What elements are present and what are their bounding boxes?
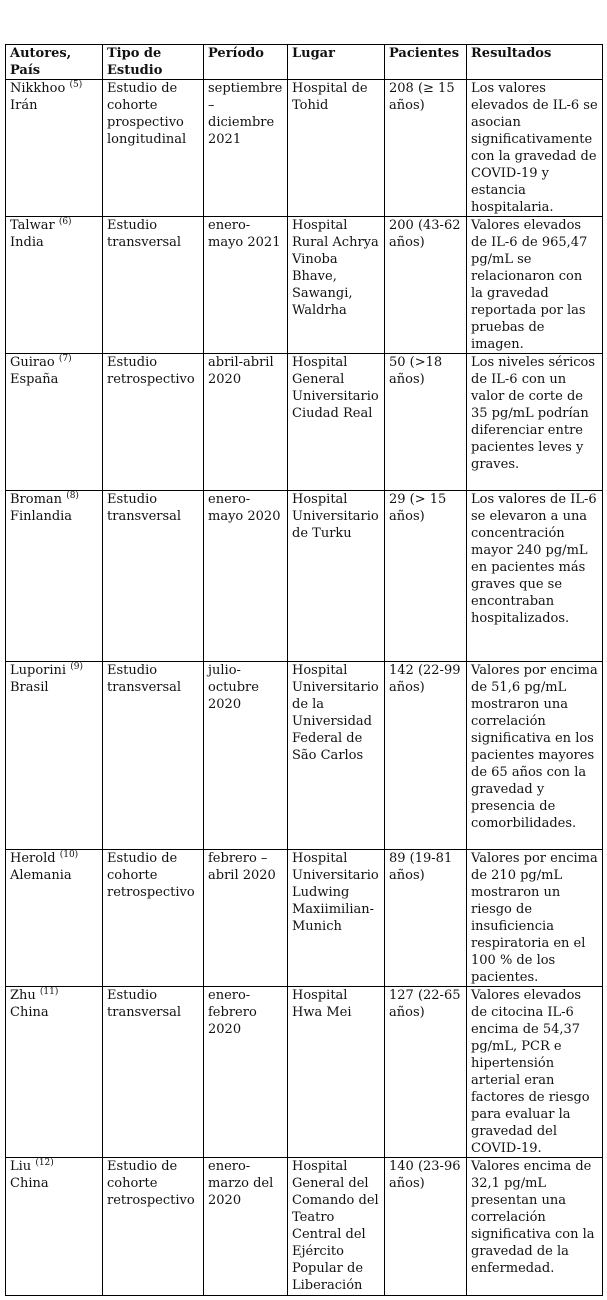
table-row bbox=[6, 662, 603, 850]
patients-cell: 127 (22-65 años) bbox=[385, 987, 467, 1158]
header-row bbox=[6, 45, 603, 80]
results-cell: Valores por encima de 51,6 pg/mL mostraron una correlación significativa en los pacientes mayores de 65 años con la gravedad y presencia de comorbilidades. bbox=[467, 662, 603, 850]
author-name: Liu bbox=[10, 1159, 32, 1174]
reference-number: (12) bbox=[35, 1158, 54, 1168]
author-cell bbox=[6, 80, 103, 217]
period-cell: septiembre – diciembre 2021 bbox=[204, 80, 288, 217]
results-cell: Valores elevados de citocina IL-6 encima de 54,37 pg/mL, PCR e hipertensión arterial eran factores de riesgo para evaluar la gravedad del COVID-19. bbox=[467, 987, 603, 1158]
table-row bbox=[6, 354, 603, 491]
header-study-type: Tipo de Estudio bbox=[103, 45, 204, 80]
reference-number: (5) bbox=[69, 80, 83, 90]
header-patients: Pacientes bbox=[385, 45, 467, 80]
author-cell bbox=[6, 354, 103, 491]
study-type-cell: Estudio de cohorte retrospectivo bbox=[103, 1158, 204, 1296]
header-place: Lugar bbox=[288, 45, 385, 80]
author-name: Talwar bbox=[10, 218, 55, 233]
period-cell: enero-mayo 2021 bbox=[204, 217, 288, 354]
author-cell bbox=[6, 1158, 103, 1296]
period-cell: enero-mayo 2020 bbox=[204, 491, 288, 662]
table-row bbox=[6, 850, 603, 987]
author-name: Herold bbox=[10, 851, 56, 866]
author-country: Finlandia bbox=[10, 509, 73, 524]
results-cell: Valores por encima de 210 pg/mL mostraron un riesgo de insuficiencia respiratoria en el 100 % de los pacientes. bbox=[467, 850, 603, 987]
patients-cell: 89 (19-81 años) bbox=[385, 850, 467, 987]
author-country: Irán bbox=[10, 98, 38, 113]
author-cell bbox=[6, 662, 103, 850]
author-country: China bbox=[10, 1005, 49, 1020]
table-row bbox=[6, 1158, 603, 1296]
place-cell: Hospital Universitario Ludwing Maxiimilian-Munich bbox=[288, 850, 385, 987]
author-cell bbox=[6, 987, 103, 1158]
period-cell: julio-octubre 2020 bbox=[204, 662, 288, 850]
period-cell: enero-febrero 2020 bbox=[204, 987, 288, 1158]
patients-cell: 208 (≥ 15 años) bbox=[385, 80, 467, 217]
reference-number: (8) bbox=[66, 491, 79, 501]
author-name: Nikkhoo bbox=[10, 81, 66, 96]
studies-table bbox=[5, 44, 603, 1296]
reference-number: (11) bbox=[39, 987, 59, 997]
place-cell: Hospital General Universitario Ciudad Real bbox=[288, 354, 385, 491]
author-country: India bbox=[10, 235, 44, 250]
results-cell: Valores elevados de IL-6 de 965,47 pg/mL se relacionaron con la gravedad reportada por las pruebas de imagen. bbox=[467, 217, 603, 354]
header-results: Resultados bbox=[467, 45, 603, 80]
study-type-cell: Estudio transversal bbox=[103, 987, 204, 1158]
study-type-cell: Estudio transversal bbox=[103, 491, 204, 662]
patients-cell: 29 (> 15 años) bbox=[385, 491, 467, 662]
place-cell: Hospital Rural Achrya Vinoba Bhave, Sawangi, Waldrha bbox=[288, 217, 385, 354]
results-cell: Los valores elevados de IL-6 se asocian significativamente con la gravedad de COVID-19 y estancia hospitalaria. bbox=[467, 80, 603, 217]
reference-number: (9) bbox=[70, 662, 83, 672]
author-name: Zhu bbox=[10, 988, 36, 1003]
period-cell: febrero – abril 2020 bbox=[204, 850, 288, 987]
author-name: Luporini bbox=[10, 663, 67, 678]
study-type-cell: Estudio retrospectivo bbox=[103, 354, 204, 491]
author-cell bbox=[6, 491, 103, 662]
place-cell: Hospital de Tohid bbox=[288, 80, 385, 217]
place-cell: Hospital Universitario de Turku bbox=[288, 491, 385, 662]
author-cell bbox=[6, 850, 103, 987]
place-cell: Hospital Universitario de la Universidad Federal de São Carlos bbox=[288, 662, 385, 850]
author-name: Broman bbox=[10, 492, 63, 507]
header-authors: Autores, País bbox=[6, 45, 103, 80]
table-row bbox=[6, 987, 603, 1158]
patients-cell: 50 (>18 años) bbox=[385, 354, 467, 491]
author-cell bbox=[6, 217, 103, 354]
period-cell: enero-marzo del 2020 bbox=[204, 1158, 288, 1296]
table-row bbox=[6, 491, 603, 662]
study-type-cell: Estudio de cohorte retrospectivo bbox=[103, 850, 204, 987]
study-type-cell: Estudio transversal bbox=[103, 217, 204, 354]
period-cell: abril-abril 2020 bbox=[204, 354, 288, 491]
study-type-cell: Estudio de cohorte prospectivo longitudinal bbox=[103, 80, 204, 217]
author-country: China bbox=[10, 1176, 49, 1191]
patients-cell: 142 (22-99 años) bbox=[385, 662, 467, 850]
patients-cell: 140 (23-96 años) bbox=[385, 1158, 467, 1296]
author-country: Alemania bbox=[10, 868, 72, 883]
reference-number: (6) bbox=[58, 217, 72, 227]
author-country: Brasil bbox=[10, 680, 49, 695]
results-cell: Valores encima de 32,1 pg/mL presentan una correlación significativa con la gravedad de la enfermedad. bbox=[467, 1158, 603, 1296]
place-cell: Hospital General del Comando del Teatro Central del Ejército Popular de Liberación bbox=[288, 1158, 385, 1296]
reference-number: (10) bbox=[59, 850, 79, 860]
author-country: España bbox=[10, 372, 59, 387]
patients-cell: 200 (43-62 años) bbox=[385, 217, 467, 354]
study-type-cell: Estudio transversal bbox=[103, 662, 204, 850]
results-cell: Los valores de IL-6 se elevaron a una concentración mayor 240 pg/mL en pacientes más graves que se encontraban hospitalizados. bbox=[467, 491, 603, 662]
results-cell: Los niveles séricos de IL-6 con un valor de corte de 35 pg/mL podrían diferenciar entre pacientes leves y graves. bbox=[467, 354, 603, 491]
author-name: Guirao bbox=[10, 355, 55, 370]
header-period: Período bbox=[204, 45, 288, 80]
place-cell: Hospital Hwa Mei bbox=[288, 987, 385, 1158]
table-row bbox=[6, 217, 603, 354]
reference-number: (7) bbox=[58, 354, 72, 364]
table-row bbox=[6, 80, 603, 217]
